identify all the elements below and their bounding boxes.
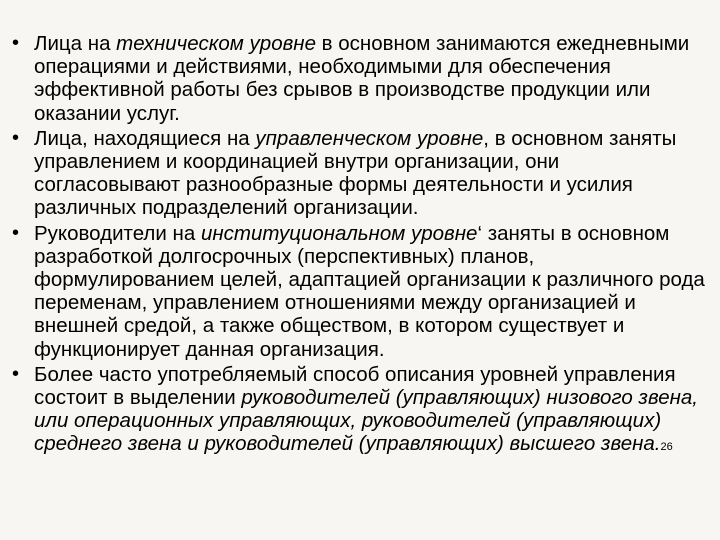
bullet-list [10, 32, 710, 462]
bullet-term: техническом уровне [116, 32, 316, 55]
bullet-term: руководителей (управляющих) низового звена, или операционных управляющих, руководителей (управляющих) среднего звена и руководителей (управляющих) высшего звена. [34, 386, 698, 456]
bullet-dot-icon: • [12, 126, 20, 149]
bullet-text: Руководители на [34, 221, 201, 245]
bullet-dot-icon: • [12, 221, 20, 244]
bullet-dot-icon: • [12, 362, 20, 385]
bullet-item-managerial-level [10, 127, 710, 220]
bullet-term: управленческом уровне [255, 126, 484, 150]
bullet-text: в основном занимаются ежедневными операциями и действиями, необходимыми для обеспечения эффективной работы без срывов в производстве продукции или оказании услуг. [34, 32, 690, 125]
bullet-item-management-levels [10, 363, 710, 460]
bullet-text: Лица, находящиеся на [34, 126, 256, 150]
bullet-term: институциональном уровне [200, 221, 478, 245]
bullet-item-technical-level [10, 32, 710, 125]
bullet-text: , в основном заняты управлением и координацией внутри организации, они согласовывают разнообразные формы деятельности и усилия различных подразделений организации. [34, 126, 677, 220]
bullet-text: ‘ заняты в основном разработкой долгосрочных (перспективных) планов, формулированием целей, адаптацией организации к различного рода переменам, управлением отношениями между организацией и внешней средой, а также обществом, в котором существует и функционирует данная организация. [34, 221, 705, 361]
page-number: 26 [660, 441, 673, 454]
bullet-dot-icon: • [12, 32, 20, 54]
bullet-text: Более часто употребляемый способ описания уровней управления состоит в выделении [34, 362, 676, 410]
bullet-text: Лица на [34, 32, 117, 55]
bullet-item-institutional-level [10, 222, 710, 361]
